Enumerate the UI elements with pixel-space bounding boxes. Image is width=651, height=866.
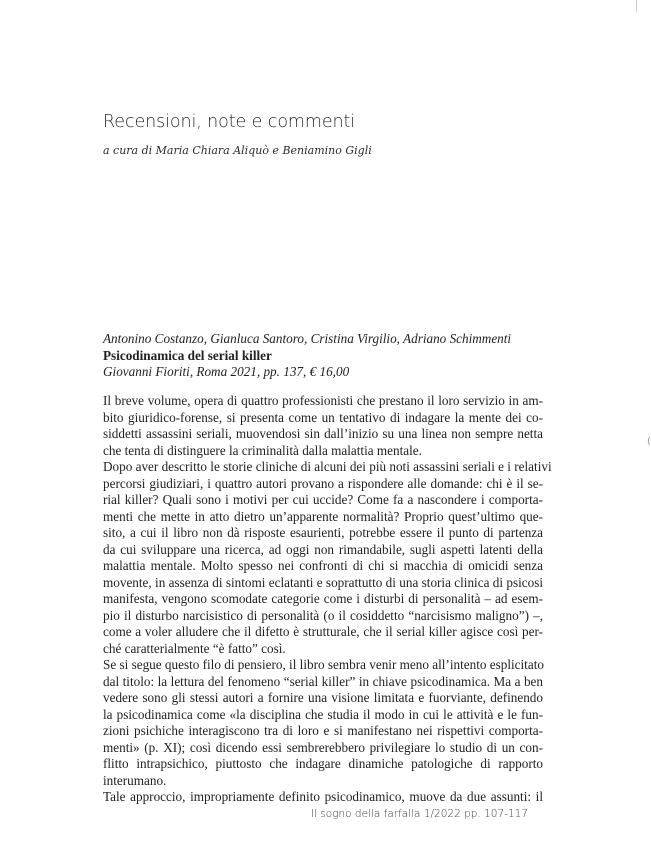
section-title: Recensioni, note e commenti xyxy=(103,112,356,132)
body-line: dal titolo: la lettura del fenomeno “serial killer” in chiave psicodinamica. Ma a ben xyxy=(103,673,543,689)
body-line: menti» (p. XI); così dicendo essi sembrerebbero privilegiare lo studio di un con- xyxy=(103,739,543,755)
page-footer: Il sogno della farfalla 1/2022 pp. 107-117 xyxy=(310,808,528,820)
body-line: rial killer? Quali sono i motivi per cui uccide? Come fa a nascondere i comporta- xyxy=(103,492,543,507)
body-line: Tale approccio, impropriamente definito psicodinamico, muove da due assunti: il xyxy=(103,789,543,804)
body-line: pio il disturbo narcisistico di personalità (o il cosiddetto “narcisismo maligno”) –, xyxy=(103,607,543,623)
book-authors: Antonino Costanzo, Gianluca Santoro, Cristina Virgilio, Adriano Schimmenti xyxy=(103,331,512,346)
body-line: vedere sono gli stessi autori a fornire una visione limitata e fuorviante, definendo xyxy=(103,690,543,705)
body-line: che tenta di distinguere la criminalità dalla malattia mentale. xyxy=(103,442,422,458)
body-line: flitto intrapsichico, piuttosto che indagare dinamiche patologiche di rapporto xyxy=(103,756,543,771)
review-body xyxy=(103,393,552,806)
body-line: menti che mette in atto dietro un’apparente normalità? Proprio quest’ultimo que- xyxy=(103,508,543,524)
body-line: malattia mentale. Molto spesso nei confronti di chi si macchia di omicidi senza xyxy=(103,558,543,573)
body-line: zioni psichiche interagiscono tra di loro e si manifestano nei rispettivi comporta- xyxy=(103,723,543,738)
book-publication-info: Giovanni Fioriti, Roma 2021, pp. 137, € 16,00 xyxy=(103,364,350,379)
body-line: bito giuridico-forense, si presenta come un tentativo di indagare la mente dei co- xyxy=(103,409,543,425)
book-reference xyxy=(103,331,543,381)
side-margin-mark: ( xyxy=(647,436,651,447)
body-line: da cui sviluppare una ricerca, ad oggi non rimandabile, sugli aspetti latenti della xyxy=(103,541,543,557)
body-line: Dopo aver descritto le storie cliniche di alcuni dei più noti assassini seriali e i relativi xyxy=(103,459,552,474)
body-line: sito, a cui il libro non dà risposte esaurienti, potrebbe essere il punto di partenza xyxy=(103,525,543,540)
section-editors: a cura di Maria Chiara Aliquò e Beniamino Gigli xyxy=(103,144,372,157)
body-line: movente, in assenza di sintomi eclatanti e soprattutto di una storia clinica di psicosi xyxy=(103,574,543,590)
body-line: percorsi giudiziari, i quattro autori provano a rispondere alle domande: chi è il se- xyxy=(103,475,543,491)
body-line: ché caratterialmente “è fatto” così. xyxy=(103,640,286,656)
body-line: la psicodinamica come «la disciplina che studia il modo in cui le attività e le fun- xyxy=(103,706,543,722)
body-line: interumano. xyxy=(103,772,167,788)
body-line: manifesta, vengono scomodate categorie come i disturbi di personalità – ad esem- xyxy=(103,591,543,606)
body-line: siddetti assassini seriali, muovendosi sin dall’inizio su una linea non sempre netta xyxy=(103,426,543,441)
body-line: Il breve volume, opera di quattro professionisti che prestano il loro servizio in am- xyxy=(103,393,543,408)
crop-mark xyxy=(636,0,637,12)
book-title: Psicodinamica del serial killer xyxy=(103,347,272,363)
body-line: come a voler alludere che il difetto è strutturale, che il serial killer agisce così per- xyxy=(103,624,543,639)
body-line: Se si segue questo filo di pensiero, il libro sembra venir meno all’intento esplicitato xyxy=(103,657,544,672)
